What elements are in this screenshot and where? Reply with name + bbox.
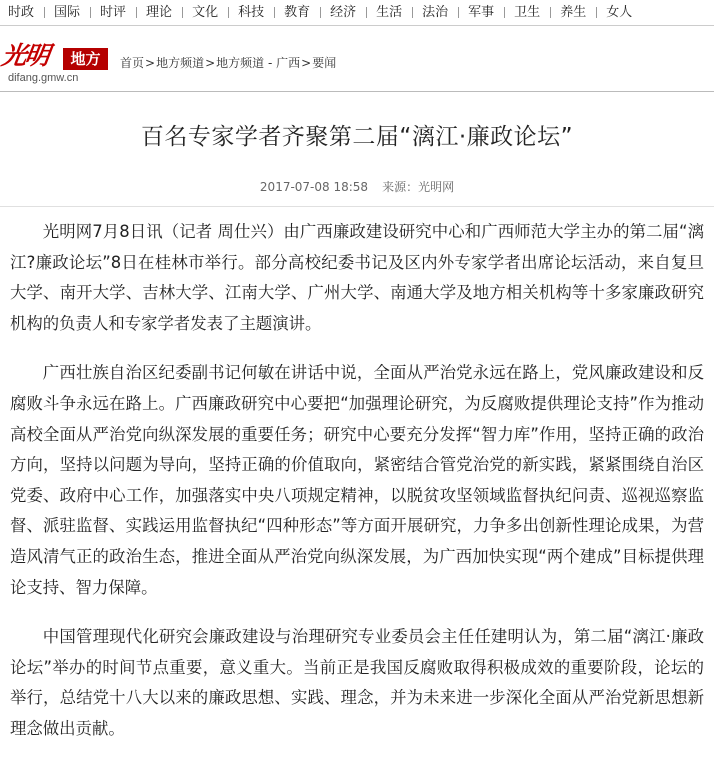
nav-item-law[interactable]: 法治	[412, 0, 458, 25]
nav-item-military[interactable]: 军事	[458, 0, 504, 25]
logo-calligraphy: 光明	[0, 41, 50, 70]
article-title: 百名专家学者齐聚第二届“漓江·廉政论坛”	[140, 124, 574, 150]
nav-item-politics[interactable]: 时政	[8, 5, 35, 20]
nav-item-economy[interactable]: 经济	[320, 0, 366, 25]
breadcrumb-news[interactable]: 要闻	[312, 56, 337, 70]
logo-url: difang.gmw.cn	[8, 72, 79, 84]
article-paragraph: 光明网7月8日讯（记者 周仕兴）由广西廉政建设研究中心和广西师范大学主办的第二届“漓江?廉政论坛”8日在桂林市举行。部分高校纪委书记及区内外专家学者出席论坛活动，来自复旦大学、南开大学、吉林大学、江南大学、广州大学、南通大学及地方相关机构等十多家廉政研究机构的负责人和专家学者发表了主题演讲。	[10, 222, 704, 333]
nav-item-theory[interactable]: 理论	[136, 0, 182, 25]
nav-item-technology[interactable]: 科技	[228, 0, 274, 25]
article-date: 2017-07-08 18:58	[259, 180, 369, 194]
top-nav	[0, 0, 714, 25]
meta-divider	[0, 206, 714, 207]
nav-item-wellness[interactable]: 养生	[550, 0, 596, 25]
breadcrumb-separator: >	[205, 55, 216, 70]
header-divider	[0, 91, 714, 92]
nav-item-life[interactable]: 生活	[366, 0, 412, 25]
top-nav-divider	[0, 25, 714, 26]
breadcrumb-local-channel[interactable]: 地方频道	[156, 56, 205, 70]
breadcrumb	[120, 54, 336, 71]
nav-item-international[interactable]: 国际	[44, 0, 90, 25]
nav-item-health[interactable]: 卫生	[504, 0, 550, 25]
breadcrumb-separator: >	[301, 55, 312, 70]
nav-item-culture[interactable]: 文化	[182, 0, 228, 25]
site-header	[0, 30, 714, 90]
article-paragraph: 中国管理现代化研究会廉政建设与治理研究专业委员会主任任建明认为，第二届“漓江·廉政论坛”举办的时间节点重要，意义重大。当前正是我国反腐败取得积极成效的重要阶段，论坛的举行，总结党十八大以来的廉政思想、实践、理念，并为未来进一步深化全面从严治党新思想新理念做出贡献。	[10, 627, 704, 738]
article-body	[10, 217, 704, 764]
nav-item-education[interactable]: 教育	[274, 0, 320, 25]
article-meta	[0, 178, 714, 195]
breadcrumb-guangxi[interactable]: 地方频道 - 广西	[216, 56, 301, 70]
article-paragraph: 广西壮族自治区纪委副书记何敏在讲话中说，全面从严治党永远在路上，党风廉政建设和反腐败斗争永远在路上。广西廉政研究中心要把“加强理论研究，为反腐败提供理论支持”作为推动高校全面从严治党向纵深发展的重要任务；研究中心要充分发挥“智力库”作用，坚持正确的政治方向，坚持以问题为导向，坚持正确的价值取向，紧密结合管党治党的新实践，紧紧围绕自治区党委、政府中心工作，加强落实中央八项规定精神，以脱贫攻坚领域监督执纪问责、巡视巡察监督、派驻监督、实践运用监督执纪“四种形态”等方面开展研究，力争多出创新性理论成果，为营造风清气正的政治生态，推进全面从严治党向纵深发展，为广西加快实现“两个建成”目标提供理论支持、智力保障。	[10, 363, 704, 597]
breadcrumb-separator: >	[145, 55, 156, 70]
nav-item-women[interactable]: 女人	[596, 0, 642, 25]
article-source[interactable]: 来源：光明网	[382, 180, 455, 194]
logo-section-badge: 地方	[63, 48, 108, 70]
nav-item-commentary[interactable]: 时评	[90, 0, 136, 25]
breadcrumb-home[interactable]: 首页	[120, 56, 145, 70]
